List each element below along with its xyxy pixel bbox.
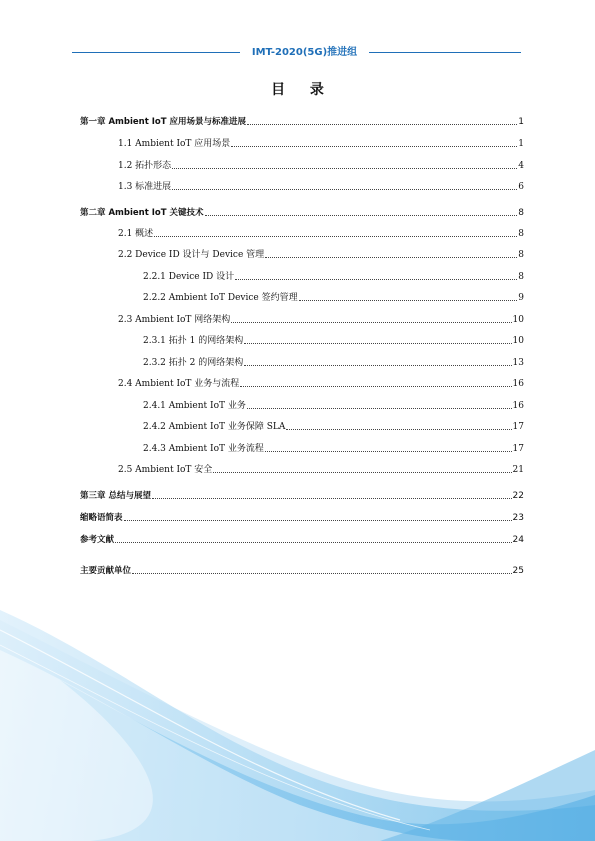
toc-entry[interactable]: [118, 312, 524, 326]
toc-leader-dots: [244, 364, 511, 366]
toc-entry-page-number: 13: [512, 358, 524, 368]
toc-entry[interactable]: [80, 114, 524, 128]
toc-entry-label: 2.3.2 拓扑 2 的网络架构: [143, 358, 244, 368]
toc-entry-page-number: 8: [518, 250, 524, 260]
toc-entry[interactable]: [143, 441, 524, 455]
toc-entry-page-number: 6: [518, 182, 524, 192]
toc-entry[interactable]: [118, 158, 524, 172]
toc-leader-dots: [286, 428, 511, 430]
toc-entry-label: 2.4.1 Ambient IoT 业务: [143, 401, 246, 411]
toc-leader-dots: [132, 572, 512, 574]
toc-leader-dots: [213, 471, 511, 473]
toc-entry-page-number: 8: [518, 229, 524, 239]
toc-entry-page-number: 10: [512, 315, 524, 325]
toc-entry[interactable]: [118, 179, 524, 193]
toc-entry-label: 2.2.2 Ambient IoT Device 签约管理: [143, 293, 298, 303]
toc-entry-label: 2.4 Ambient IoT 业务与流程: [118, 379, 240, 389]
toc-entry[interactable]: [143, 269, 524, 283]
toc-entry-label: 2.4.2 Ambient IoT 业务保障 SLA: [143, 422, 286, 432]
toc-entry-label: 2.2.1 Device ID 设计: [143, 272, 235, 282]
decorative-wave-graphic: [0, 590, 595, 841]
toc-entry-page-number: 1: [518, 139, 524, 149]
toc-entry-label: 1.2 拓扑形态: [118, 161, 172, 171]
toc-leader-dots: [235, 278, 517, 280]
toc-entry-label: 参考文献: [80, 535, 115, 545]
toc-leader-dots: [115, 541, 512, 543]
toc-entry[interactable]: [143, 398, 524, 412]
header-title: IMT-2020(5G)推进组: [251, 47, 358, 58]
toc-leader-dots: [265, 450, 512, 452]
toc-entry[interactable]: [118, 247, 524, 261]
toc-entry-label: 缩略语简表: [80, 513, 123, 523]
toc-entry-page-number: 9: [518, 293, 524, 303]
toc-entry[interactable]: [118, 136, 524, 150]
toc-entry[interactable]: [80, 488, 524, 502]
toc-entry[interactable]: [80, 532, 524, 546]
toc-leader-dots: [231, 321, 511, 323]
toc-entry-page-number: 17: [512, 444, 524, 454]
toc-entry-page-number: 16: [512, 379, 524, 389]
toc-entry-label: 主要贡献单位: [80, 566, 132, 576]
toc-entry-page-number: 8: [518, 208, 524, 218]
toc-entry-label: 2.2 Device ID 设计与 Device 管理: [118, 250, 265, 260]
toc-entry-page-number: 17: [512, 422, 524, 432]
toc-entry[interactable]: [80, 205, 524, 219]
toc-entry[interactable]: [143, 355, 524, 369]
toc-heading: 目 录: [271, 82, 334, 98]
toc-entry[interactable]: [118, 226, 524, 240]
toc-entry-label: 第一章 Ambient IoT 应用场景与标准进展: [80, 117, 246, 127]
toc-leader-dots: [247, 123, 517, 125]
toc-leader-dots: [240, 385, 511, 387]
toc-entry-label: 2.5 Ambient IoT 安全: [118, 465, 213, 475]
toc-entry[interactable]: [143, 333, 524, 347]
toc-entry-page-number: 16: [512, 401, 524, 411]
toc-leader-dots: [231, 145, 517, 147]
toc-leader-dots: [205, 214, 518, 216]
toc-leader-dots: [299, 299, 518, 301]
toc-entry-page-number: 22: [512, 491, 524, 501]
toc-leader-dots: [265, 256, 517, 258]
toc-entry-page-number: 21: [512, 465, 524, 475]
toc-entry-label: 2.3 Ambient IoT 网络架构: [118, 315, 231, 325]
toc-leader-dots: [154, 235, 517, 237]
toc-entry[interactable]: [143, 419, 524, 433]
toc-leader-dots: [247, 407, 512, 409]
toc-entry-label: 2.4.3 Ambient IoT 业务流程: [143, 444, 264, 454]
toc-entry-page-number: 24: [512, 535, 524, 545]
toc-leader-dots: [172, 167, 517, 169]
toc-entry[interactable]: [143, 290, 524, 304]
toc-leader-dots: [244, 342, 511, 344]
toc-entry-page-number: 23: [512, 513, 524, 523]
toc-entry-label: 第三章 总结与展望: [80, 491, 151, 501]
toc-entry-page-number: 8: [518, 272, 524, 282]
toc-entry-label: 2.1 概述: [118, 229, 154, 239]
toc-entry-page-number: 25: [512, 566, 524, 576]
toc-leader-dots: [152, 497, 512, 499]
toc-entry-label: 1.1 Ambient IoT 应用场景: [118, 139, 231, 149]
toc-entry[interactable]: [80, 510, 524, 524]
toc-entry-label: 1.3 标准进展: [118, 182, 172, 192]
toc-entry[interactable]: [118, 462, 524, 476]
toc-leader-dots: [172, 188, 517, 190]
toc-entry[interactable]: [80, 563, 524, 577]
toc-entry-page-number: 1: [518, 117, 524, 127]
toc-entry-label: 2.3.1 拓扑 1 的网络架构: [143, 336, 244, 346]
toc-entry-label: 第二章 Ambient IoT 关键技术: [80, 208, 204, 218]
toc-entry-page-number: 4: [518, 161, 524, 171]
toc-leader-dots: [124, 519, 512, 521]
toc-entry[interactable]: [118, 376, 524, 390]
toc-entry-page-number: 10: [512, 336, 524, 346]
